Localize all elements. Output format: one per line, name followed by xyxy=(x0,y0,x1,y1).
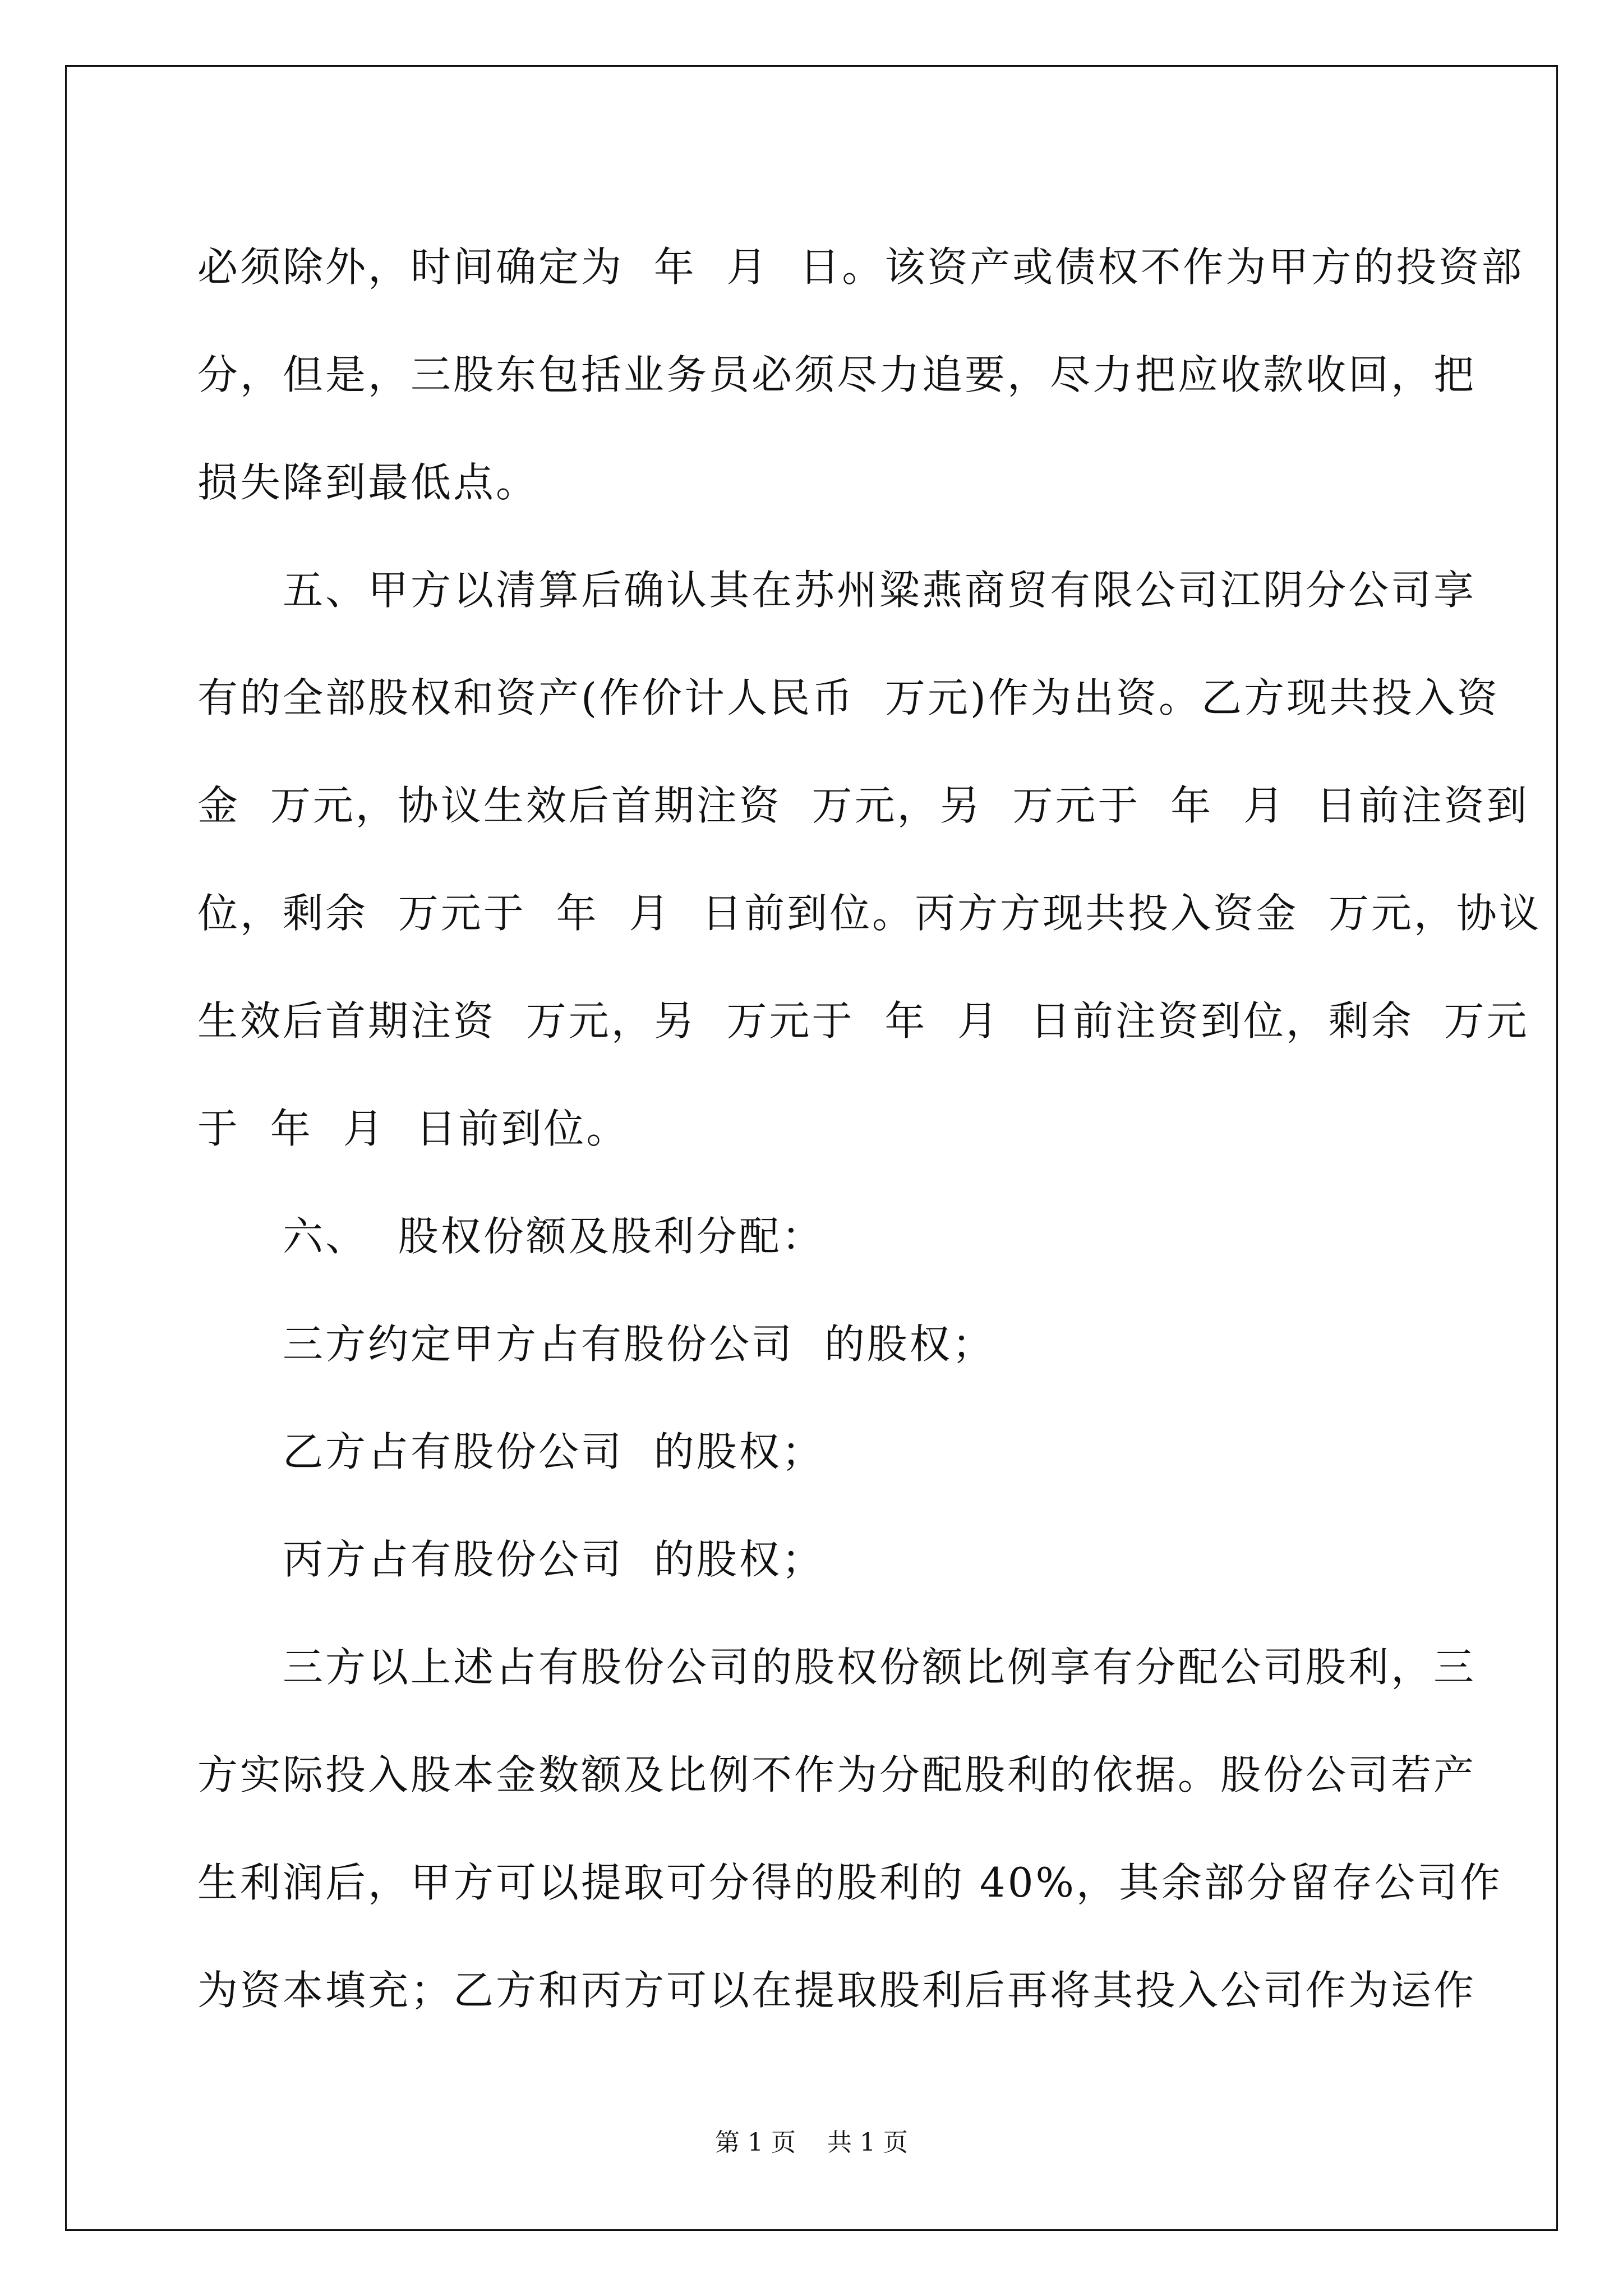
page-footer xyxy=(0,2126,1623,2160)
text-line: 方实际投入股本金数额及比例不作为分配股利的依据。股份公司若产 xyxy=(197,1751,1477,1798)
text-line: 有的全部股权和资产(作价计人民币 万元)作为出资。乙方现共投入资 xyxy=(197,674,1500,721)
text-line: 位，剩余 万元于 年 月 日前到位。丙方方现共投入资金 万元，协议 xyxy=(197,890,1542,937)
text-line: 乙方占有股份公司 的股权； xyxy=(283,1428,824,1475)
page-total: 共 1 页 xyxy=(827,2128,908,2157)
text-line: 损失降到最低点。 xyxy=(197,459,539,506)
section-heading: 六、 股权份额及股利分配： xyxy=(283,1213,824,1260)
page-number: 第 1 页 xyxy=(715,2128,796,2157)
text-line: 于 年 月 日前到位。 xyxy=(197,1105,629,1152)
text-line: 必须除外，时间确定为 年 月 日。该资产或债权不作为甲方的投资部 xyxy=(197,243,1524,291)
text-line: 五、甲方以清算后确认其在苏州粱燕商贸有限公司江阴分公司享 xyxy=(283,567,1477,614)
document-body xyxy=(197,213,1542,2044)
text-line: 分，但是，三股东包括业务员必须尽力追要，尽力把应收款收回，把 xyxy=(197,351,1477,398)
text-line: 为资本填充；乙方和丙方可以在提取股利后再将其投入公司作为运作 xyxy=(197,1967,1477,2014)
text-line: 丙方占有股份公司 的股权； xyxy=(283,1536,824,1583)
text-line: 三方约定甲方占有股份公司 的股权； xyxy=(283,1320,995,1368)
text-line: 三方以上述占有股份公司的股权份额比例享有分配公司股利，三 xyxy=(283,1644,1477,1691)
text-line: 生利润后，甲方可以提取可分得的股利的 40%，其余部分留存公司作 xyxy=(197,1859,1502,1906)
text-line: 生效后首期注资 万元，另 万元于 年 月 日前注资到位，剩余 万元 xyxy=(197,997,1529,1045)
text-line: 金 万元，协议生效后首期注资 万元，另 万元于 年 月 日前注资到 xyxy=(197,782,1529,829)
